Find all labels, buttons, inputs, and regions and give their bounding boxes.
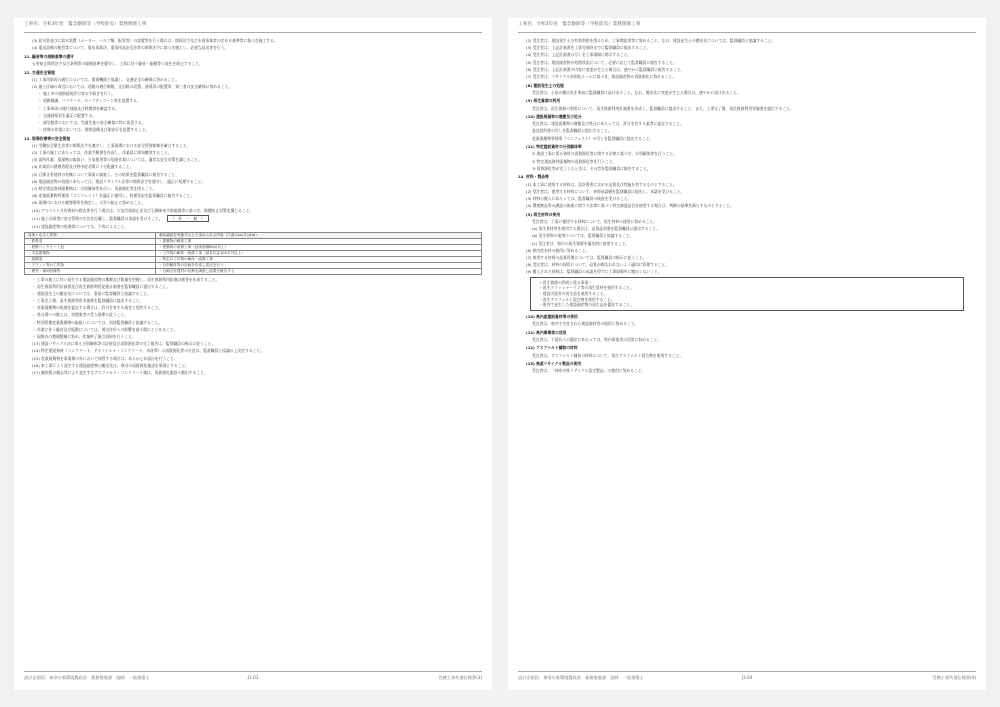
section-heading: (12) アスファルト舗装の材料 <box>526 345 578 351</box>
paragraph: (7) 受注者は、リサイクル原則化ルールに基づき、建設副産物の再資源化に努めること。 <box>526 73 677 79</box>
paragraph: 受注者は、県内で生産された建設資材等の使用に努めること。 <box>532 321 639 326</box>
table-cell: ・組積造 <box>25 256 156 262</box>
list-item: (c) 受注者は、県内の再生資源を優先的に使用すること。 <box>532 240 630 246</box>
left-page-body <box>24 38 482 662</box>
paragraph: (4) 受注者は、上記計画書の写しを工事現場に掲示すること。 <box>526 52 632 58</box>
list-item: ・ 特別管理産業廃棄物の取扱いについては、別途監督職員と協議すること。 <box>32 319 163 325</box>
list-item: ・ 工事車両の運行経路及び時間帯を確認する。 <box>38 105 119 111</box>
box-item: ・再生クラッシャーラン等の再生骨材を使用すること。 <box>539 285 634 291</box>
list-item: (6) 県内産木材の使用に努めること。 <box>526 247 590 253</box>
left-page <box>14 18 492 690</box>
list-item: (16) 本工事により発生する建設副産物の搬出先は、県内の再資源化施設を原則とすること。 <box>32 362 190 368</box>
list-item: (7) 使用する材料の品質管理については、監督職員の指示に従うこと。 <box>526 254 647 260</box>
list-item: ③ 再資源化等が完了したときは、その旨を監督職員に報告すること。 <box>532 165 651 171</box>
section-heading: 11. 騒音等の規制基準の遵守 <box>24 53 74 59</box>
footer-doc-title: 営繕工事共通仕様書(4) <box>932 675 976 680</box>
table-cell: ・分別解体等の計画を作成し届出を行う <box>155 262 481 268</box>
table-cell: ・木造建築物 <box>25 250 156 256</box>
footer-doc-title: 営繕工事共通仕様書(3) <box>438 675 482 680</box>
section-heading: (10) 県内産建設資材等の使用 <box>526 313 578 319</box>
list-item: (17) 舗装版の撤去等により発生するアスファルト・コンクリート塊は、再資源化施設へ搬出すること。 <box>32 369 208 375</box>
paragraph: 受注者は、土砂の搬出先を事前に監督職員に届け出ること。なお、搬出先に変更が生じた場合は、速やかに届け出ること。 <box>532 89 741 95</box>
table-cell: ・鉄骨造 <box>25 238 156 244</box>
left-page-header: 工事名：令和3年度 緊急駆除等（学校防災）業務関係工事 <box>24 18 482 33</box>
list-item: ・ 交通誘導員を適正に配置する。 <box>38 112 97 118</box>
list-item: (1) 本工事に使用する材料は、設計図書に定める品質及び性能を有するものとすること。 <box>526 181 677 187</box>
list-item: 受注者は、工事に使用する材料について、再生材料の使用に努めること。 <box>532 218 658 224</box>
table-cell: ・建築物の改修工事（延床面積80㎡以上） <box>155 244 481 250</box>
list-item: ・ 夜間の作業においては、照明設備及び保安灯を設置すること。 <box>38 127 150 133</box>
table-cell: ・煙突・焼却設備等 <box>25 268 156 274</box>
page-number: J1-03 <box>247 675 259 680</box>
table-cell: ・プラント等の工作物 <box>25 262 156 268</box>
list-item: (7) 特定建設資材廃棄物は、分別解体等を行い、再資源化等を図ること。 <box>32 185 157 191</box>
right-page <box>508 18 986 690</box>
footer-designer: 設計企画員：神奈川県環境農政局 業務推進課 技師 一級建築士 <box>24 675 150 680</box>
paragraph: 公害防止関係法令及び条例等の規制基準を遵守し、工事に伴う騒音・振動等の発生を防止すること。 <box>32 60 203 66</box>
list-item: ・ 工事完了後、再生資源利用実施書を監督職員に提出すること。 <box>32 298 144 304</box>
footer-designer: 設計企画員：神奈川県環境農政局 業務推進課 技師 一級建築士 <box>518 675 644 680</box>
table-header-cell: 事前調査を実施する上で求められる内容（下表の(a)又は(b)） <box>155 232 481 238</box>
right-page-footer <box>518 671 976 684</box>
list-item: (14) 特定建設資材（コンクリート、アスファルト・コンクリート、木材等）の再資源化等の方法は、監督職員と協議の上決定すること。 <box>32 348 264 354</box>
list-item: ・ 処分場への搬入は、処理業者の受入基準に従うこと。 <box>32 312 129 318</box>
list-item: ・ 再生資源利用計画書及び再生資源利用促進計画書を監督職員に提出すること。 <box>32 283 170 289</box>
list-item: ② 特定建設資材廃棄物の再資源化等を行うこと。 <box>532 158 617 164</box>
list-item: 産業廃棄物管理票（マニフェスト）の写しを監督職員に提出すること。 <box>532 135 654 141</box>
list-item: ・ 産業廃棄物の処理を委託する場合は、許可を有する業者と契約すること。 <box>32 305 163 311</box>
box-item: ・建設汚泥等の再生品を使用すること。 <box>539 291 608 297</box>
table-cell: ・建築物の解体工事 <box>155 238 481 244</box>
list-item: ・ 現場内の整理整頓に努め、作業終了後は清掃を行うこと。 <box>32 334 136 339</box>
list-item <box>24 215 482 223</box>
list-item: (2) 受注者は、使用する材料について、材料承諾願を監督職員に提出し、承諾を受けること。 <box>526 188 685 194</box>
table-row <box>25 268 482 274</box>
list-item: (13) 建設リサイクル法に係る分別解体等の計画及び再資源化等の完了報告は、監督職員の指示に従うこと。 <box>32 341 216 347</box>
paragraph: (12) 建設副産物の処理等については、下表によること。 <box>32 223 129 229</box>
section-heading: (11) 特定建設資材の分別解体等 <box>526 144 582 150</box>
list-item: (15) 産業廃棄物を事業場の外において保管する場合は、あらかじめ届出を行うこと。 <box>32 355 178 361</box>
list-item: (9) 現場内における喫煙場所を指定し、火災の防止に努めること。 <box>32 200 145 206</box>
paragraph: 受注者は、「神奈川県リサイクル認定製品」の使用に努めること。 <box>532 368 646 374</box>
paragraph: 受注者は、アスファルト舗装の材料について、再生アスファルト混合物を使用すること。 <box>532 352 684 358</box>
list-item: ・ 道路標識、バリケード、セーフティコーン等を設置する。 <box>38 98 141 104</box>
paragraph: (2) 受注者は、建設発生土の有効利用を図るため、工事間流用等に努めること。なお、建設発生土の搬出先については、監督職員と協議すること。 <box>526 38 776 43</box>
paragraph: (4) 電気設備の配管等について、電気事業法、電気用品安全法等の関係法令に基づき施工し、必要な届出等を行う。 <box>32 45 229 51</box>
list-item: (b) 再生材料の使用については、監督職員と協議すること。 <box>532 233 634 239</box>
right-page-body <box>518 38 976 662</box>
section-heading: 13. 現場作業等の安全管理 <box>24 135 71 141</box>
recycled-resources-box <box>530 277 964 311</box>
demolition-table <box>24 232 482 275</box>
section-heading: (5) 再生材料の使用 <box>526 211 561 217</box>
list-item: (a) 再生骨材等を使用する場合は、品質証明書を監督職員に提出すること。 <box>532 226 660 232</box>
table-cell: ・特定の工作物の解体・改修工事 <box>155 256 481 262</box>
list-item: (10) アスベスト含有建材の除去等を行う場合は、大気汚染防止法及び石綿障害予防規則等に基づき、飛散防止対策を講じること。 <box>32 207 254 213</box>
box-item: ・県内で発生した建設副産物の再生品を優先すること。 <box>539 302 634 308</box>
table-header-cell: 対象となる工作物 <box>25 232 156 238</box>
paragraph: (6) 受注者は、上記計画書の内容に変更が生じた場合は、速やかに監督職員に報告すること。 <box>526 66 685 72</box>
list-item: (6) 建設副産物の処理にあたっては、建設リサイクル法等の関係法令を遵守し、適正に処理すること。 <box>32 178 206 184</box>
section-heading: (13) 県産リサイクル製品の使用 <box>526 361 582 367</box>
paragraph: 受注者は、下請負人の選定にあたっては、県内事業者の活用に努めること。 <box>532 336 662 342</box>
list-item: ・ 通学路等においては、児童生徒の安全確保に特に留意する。 <box>38 119 146 125</box>
list-item: (5) 石綿含有建材の有無について事前に調査し、その結果を監督職員に報告すること。 <box>32 171 179 177</box>
list-item: (9) 搬入された材料は、監督職員の承諾を得ずに工事現場外に搬出しないこと。 <box>526 269 662 275</box>
table-cell: ・鉄筋コンクリート造 <box>25 244 156 250</box>
list-item: (3) 材料の搬入にあたっては、監督職員の検査を受けること。 <box>526 195 632 201</box>
list-item-text: (11) 施工計画書に安全管理の方法を記載し、監督職員の承諾を受けること。 <box>32 215 163 221</box>
page-number: J1-04 <box>741 675 753 680</box>
table-cell: ・工作物の解体・改修工事（請負代金100万円以上） <box>155 250 481 256</box>
section-heading: (11) 県内事業者の活用 <box>526 329 567 335</box>
yes-no-selector: （ 有 ・ 無 ） <box>167 215 209 223</box>
box-item: ・再生アスファルト混合物を使用すること。 <box>539 296 615 302</box>
list-item: ・ 作業に伴う騒音及び振動については、周辺住民への影響を最小限にとどめること。 <box>32 326 178 332</box>
list-item: 受注者は、建設廃棄物の運搬及び処分にあたっては、許可を有する業者に委託すること。 <box>532 121 684 127</box>
list-item: (8) 受注者は、材料の保管について、品質が損なわれないよう適切に管理すること。 <box>526 262 670 268</box>
list-item: (2) 施工区域の周辺においては、道路の通行制限、迂回路の設置、誘導員の配置等、第三者の安全確保に努めること。 <box>32 83 233 89</box>
list-item: (3) 高所作業、重量物の取扱い、火気使用等の危険作業については、適切な安全対策を講じること。 <box>32 157 202 163</box>
list-item: ① 建設工事に係る資材の再資源化等に関する法律に基づき、分別解体等を行うこと。 <box>532 151 677 157</box>
list-item: (8) 産業廃棄物管理票（マニフェスト）を適正に運用し、処理状況を監督職員に報告すること。 <box>32 193 195 199</box>
list-item: (2) 工事の施工にあたっては、作業手順書を作成し、作業員に周知徹底すること。 <box>32 150 172 156</box>
list-item: ・ 建設発生土の搬出先については、事前に監督職員と協議すること。 <box>32 290 151 296</box>
list-item: (4) 作業員の健康管理及び熱中症対策に十分配慮すること。 <box>32 164 134 170</box>
paragraph: (5) 受注者は、建設副産物の処理状況について、必要に応じて監督職員に報告すること。 <box>526 59 677 65</box>
list-item: ・ 工事の施工に伴い発生する建設副産物の種類及び数量を把握し、再生資源利用促進計画書を作成すること。 <box>32 276 220 282</box>
list-item: ・ 施工中の道路使用許可等の手続きを行う。 <box>38 91 116 97</box>
box-title: ＜再生資源の利用に係る事項＞ <box>539 279 593 285</box>
paragraph: 受注者は、再生資源の利用について、再生資源利用計画書を作成し、監督職員に提出すること。また、工事完了後、再生資源利用実施書を提出すること。 <box>532 105 794 111</box>
section-heading: 14. 材料・製品等 <box>518 174 549 180</box>
list-item: (1) 労働安全衛生法等の関係法令を遵守し、工事現場における安全管理体制を確立すること。 <box>32 142 191 148</box>
left-page-footer <box>24 671 482 684</box>
paragraph: (3) 受注者は、上記計画書を工事完成時までに監督職員に提出すること。 <box>526 45 651 51</box>
section-heading: (9) 再生資源の利用 <box>526 98 561 104</box>
list-item: (4) 環境物品等の調達の推進に関する法律に基づく特定調達品目を使用する場合は、判断の基準を満たすものとすること。 <box>526 203 734 209</box>
section-heading: 12. 交通安全管理 <box>24 69 55 75</box>
paragraph: (3) 給水管並びに給水装置（メーター、バルブ類、配管等）の設置等を行う場合は、関係法令及び水道事業者の定める基準等に基づき施工する。 <box>32 38 278 43</box>
list-item: (1) 工事用車両の通行については、関係機関と協議し、交通安全の確保に努めること。 <box>32 76 179 82</box>
table-cell: ・石綿含有建材の有無を調査し結果を報告する <box>155 268 481 274</box>
list-item: 委託契約書の写しを監督職員に提出すること。 <box>532 128 612 134</box>
section-heading: (10) 建設廃棄物の運搬及び処分 <box>526 114 582 120</box>
section-heading: (8) 建設発生土の処理 <box>526 82 564 88</box>
right-page-header: 工事名：令和3年度 緊急駆除等（学校防災）業務関係工事 <box>518 18 976 33</box>
